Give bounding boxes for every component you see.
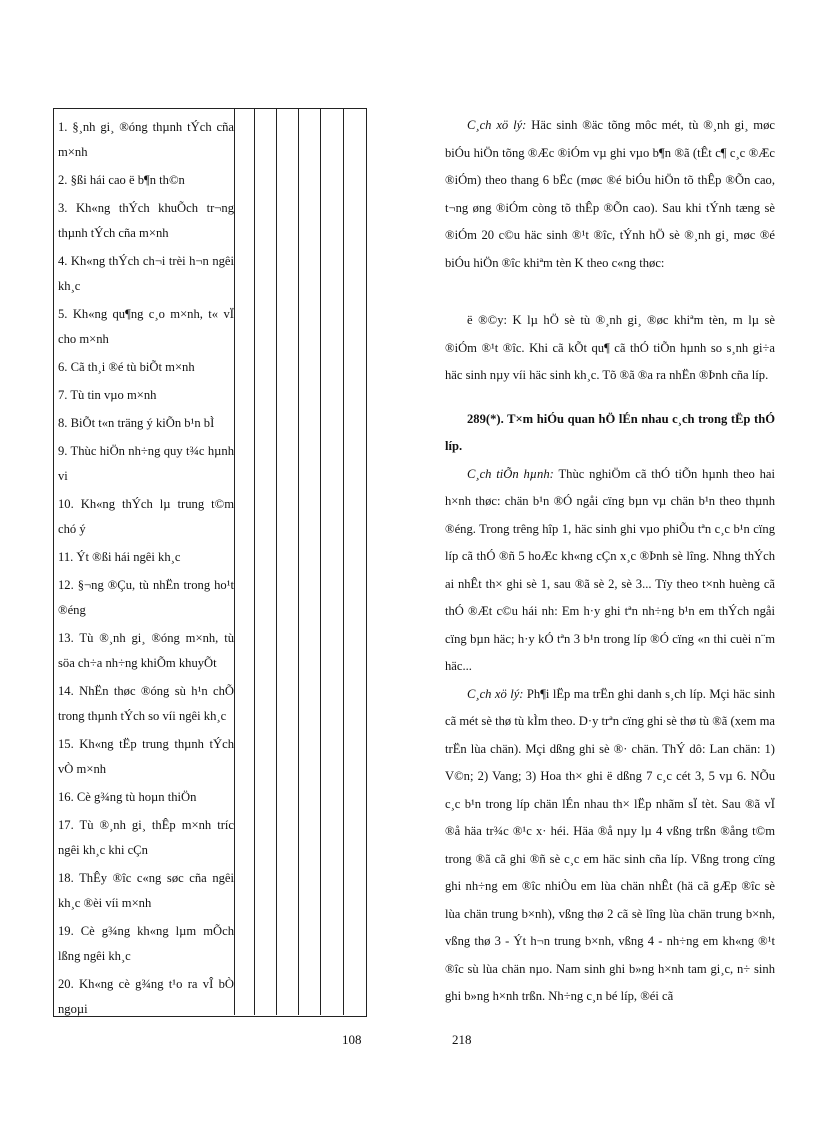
heading-number: 289(*). [467, 411, 504, 426]
table-column-divider [276, 108, 277, 1015]
paragraph-label: C¸ch tiÕn hµnh: [467, 466, 554, 481]
list-item: 5. Kh«ng qu¶ng c¸o m×nh, t« vÏ cho m×nh [58, 307, 234, 346]
list-item: 9. Thùc hiÖn nh÷ng quy t¾c hµnh vi [58, 444, 234, 483]
list-item: 4. Kh«ng thÝch ch¬i trèi h¬n ngêi kh¸c [58, 254, 234, 293]
paragraph [445, 112, 775, 277]
list-item: 6. Cã th¸i ®é tù biÕt m×nh [58, 360, 195, 374]
right-page-body [445, 112, 775, 1011]
paragraph [445, 461, 775, 681]
list-item: 15. Kh«ng tËp trung thµnh tÝch vÒ m×nh [58, 737, 234, 776]
paragraph-text: Ph¶i lËp ma trËn ghi danh s¸ch líp. Mçi häc sinh cã mét sè thø tù kÌm theo. D·y trªn cïng ghi sè thø tù ®ã (xem ma trËn lùa chän). Mçi dßng ghi sè ®· chän. ThÝ dô: Lan chän: 1) V©n; 2) Vang; 3) Hoa th× ghi ë dßng 7 c¸c cét 3, 5 vµ 6. NÕu c¸c b¹n trong líp chän lÉn nhau th× lËp nhãm sÏ tèt. Sau ®ã vÏ ®å häa tr¾c ®¹c x· héi. Häa ®å nµy lµ 4 vßng trßn ®ång t©m trong ®ã cã ghi ®ñ sè c¸c em häc sinh cña líp. Vßng trong cïng ghi nh÷ng em ®îc nhiÒu em lùa chän nhÊt (hä cã gÆp ®îc sè lùa chän trung b×nh), vßng thø 2 cã sè lîng lùa chän trung b×nh, vßng thø 3 - Ýt h¬n trung b×nh, vßng 4 - nh÷ng em kh«ng ®¹t ®îc sù lùa chän nµo. Nam sinh ghi b»ng h×nh tam gi¸c, n÷ sinh ghi b»ng h×nh trßn. Nh÷ng c¸n bé líp, ®éi cã [445, 686, 775, 1003]
paragraph [445, 307, 775, 390]
list-item: 19. Cè g¾ng kh«ng lµm mÕch lßng ngêi kh¸c [58, 924, 234, 963]
list-item: 8. BiÕt t«n träng ý kiÕn b¹n bÌ [58, 416, 215, 430]
item-list [58, 115, 234, 1017]
table-column-divider [298, 108, 299, 1015]
list-item: 3. Kh«ng thÝch khuÕch tr¬ng thµnh tÝch cña m×nh [58, 201, 234, 240]
list-item: 18. ThÊy ®îc c«ng søc cña ngêi kh¸c ®èi víi m×nh [58, 871, 234, 910]
list-item: 1. §¸nh gi¸ ®óng thµnh tÝch cña m×nh [58, 120, 234, 159]
list-item: 2. §ßi hái cao ë b¶n th©n [58, 173, 185, 187]
table-column-divider [343, 108, 344, 1015]
list-item: 13. Tù ®¸nh gi¸ ®óng m×nh, tù söa ch÷a nh÷ng khiÕm khuyÕt [58, 631, 234, 670]
paragraph [445, 681, 775, 1011]
list-item: 17. Tù ®¸nh gi¸ thÊp m×nh tríc ngêi kh¸c khi cÇn [58, 818, 234, 857]
list-item: 20. Kh«ng cè g¾ng t¹o ra vÎ bÒ ngoµi [58, 977, 234, 1016]
list-item: 7. Tù tin vµo m×nh [58, 388, 157, 402]
paragraph-text: Thùc nghiÖm cã thÓ tiÕn hµnh theo hai h×nh thøc: chän b¹n ®Ó ngåi cïng bµn vµ chän b¹n theo thµnh ®éng. Trong trêng hîp 1, häc sinh ghi vµo phiÕu tªn c¸c b¹n cïng líp cã thÓ ®ñ 5 hoÆc kh«ng cÇn x¸c ®Þnh sè lîng. Nhng thÝch ai nhÊt th× ghi sè 1, sau ®ã sè 2, sè 3... Tïy theo t×nh huèng cã thÓ ®Æt c©u hái nh: Em h·y ghi tªn nh÷ng b¹n em thÝch ngåi cïng bµn häc; h·y kÓ tªn 3 b¹n trong líp ®Ó cïng «n thi cuèi n¨m häc... [445, 466, 775, 673]
paragraph-label: C¸ch xö lý: [467, 686, 524, 701]
list-item: 11. Ýt ®ßi hái ngêi kh¸c [58, 550, 181, 564]
right-page-number: 218 [452, 1032, 472, 1047]
paragraph-text: ë ®©y: K lµ hÖ sè tù ®¸nh gi¸ ®øc khiªm tèn, m lµ sè ®iÓm ®¹t ®îc. Khi cã kÕt qu¶ cã thÓ tiÕn hµnh so s¸nh gi÷a häc sinh nµy víi häc sinh kh¸c. Tõ ®ã ®a ra nhËn ®Þnh cña líp. [445, 313, 775, 382]
section-heading [445, 406, 775, 461]
list-item: 16. Cè g¾ng tù hoµn thiÖn [58, 790, 197, 804]
paragraph-label: C¸ch xö lý: [467, 118, 527, 132]
section-gap [445, 390, 775, 406]
list-item: 12. §¬ng ®Çu, tù nhËn trong ho¹t ®éng [58, 578, 234, 617]
table-column-divider [254, 108, 255, 1015]
list-item: 10. Kh«ng thÝch lµ trung t©m chó ý [58, 497, 234, 536]
table-column-divider [320, 108, 321, 1015]
table-column-divider [234, 108, 235, 1015]
left-page-number: 108 [342, 1032, 362, 1047]
heading-text: T×m hiÓu quan hÖ lÉn nhau c¸ch trong tËp thÓ líp. [445, 411, 775, 453]
formula-gap [445, 277, 775, 307]
list-item: 14. NhËn thøc ®óng sù h¹n chÕ trong thµnh tÝch so víi ngêi kh¸c [58, 684, 234, 723]
paragraph-text: Häc sinh ®äc tõng môc mét, tù ®¸nh gi¸ møc biÓu hiÖn tõng ®Æc ®iÓm vµ ghi vµo b¶n ®ã (tÊt c¶ c¸c ®Æc ®iÓm) theo thang 6 bËc (møc ®é biÓu hiÖn tõ thÊp ®Õn cao, t¬ng øng ®iÓm còng tõ thÊp ®Õn cao). Sau khi tÝnh tæng sè ®iÓm 20 c©u häc sinh ®¹t ®îc, tÝnh hÖ sè ®¸nh gi¸ møc ®é biÓu hiÖn ®îc khiªm tèn K theo c«ng thøc: [445, 118, 775, 270]
